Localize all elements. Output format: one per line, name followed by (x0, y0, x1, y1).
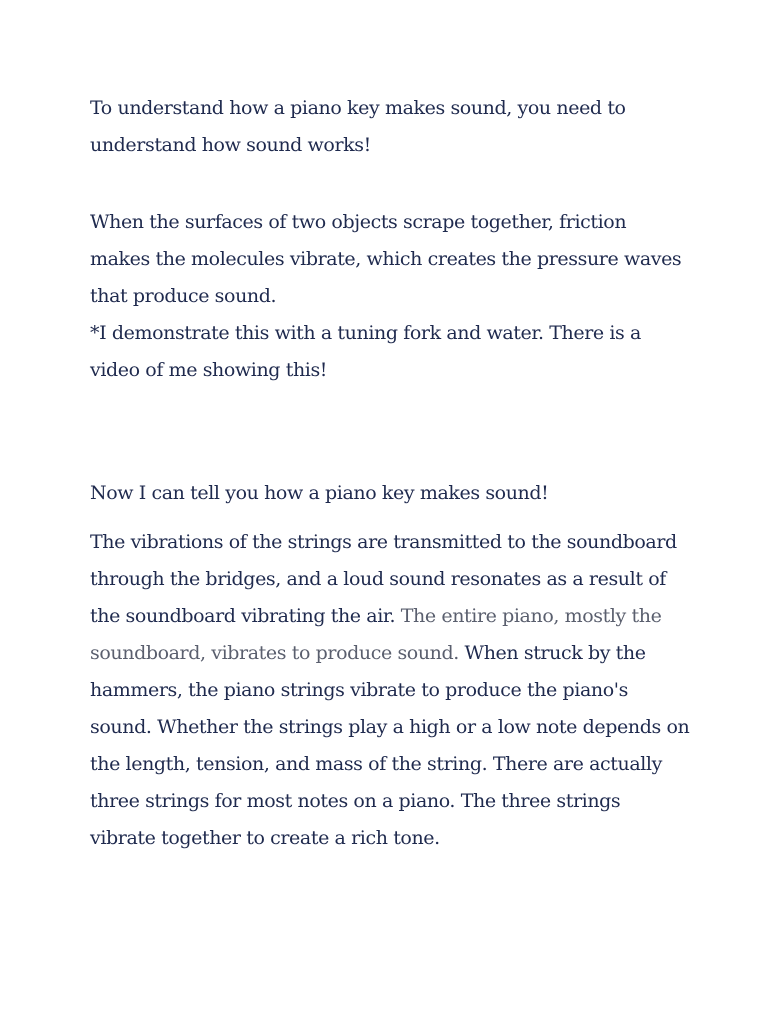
piano-heading-line: Now I can tell you how a piano key makes sound! (90, 482, 549, 504)
piano-explanation-paragraph (90, 524, 690, 857)
explanation-part-hammers: When struck by the hammers, the piano strings vibrate to produce the piano's sound. Whether the strings play a high or a low note depends on the length, tension, and mass of the string. There are actually three strings for most notes on a piano. The three strings vibrate together to create a rich tone. (90, 642, 690, 849)
explanation-part-strings: The vibrations of the strings are transmitted to the soundboard through the bridges, and a loud sound resonates as a result of the soundboard vibrating the air. (90, 531, 677, 627)
explanation-part-soundboard: The entire piano, mostly the soundboard, vibrates to produce sound. (90, 605, 662, 664)
intro-paragraph: To understand how a piano key makes sound, you need to understand how sound works! (90, 97, 626, 156)
friction-paragraph: When the surfaces of two objects scrape together, friction makes the molecules vibrate, which creates the pressure waves that produce sound. (90, 211, 682, 307)
demonstration-note: *I demonstrate this with a tuning fork and water. There is a video of me showing this! (90, 322, 641, 381)
